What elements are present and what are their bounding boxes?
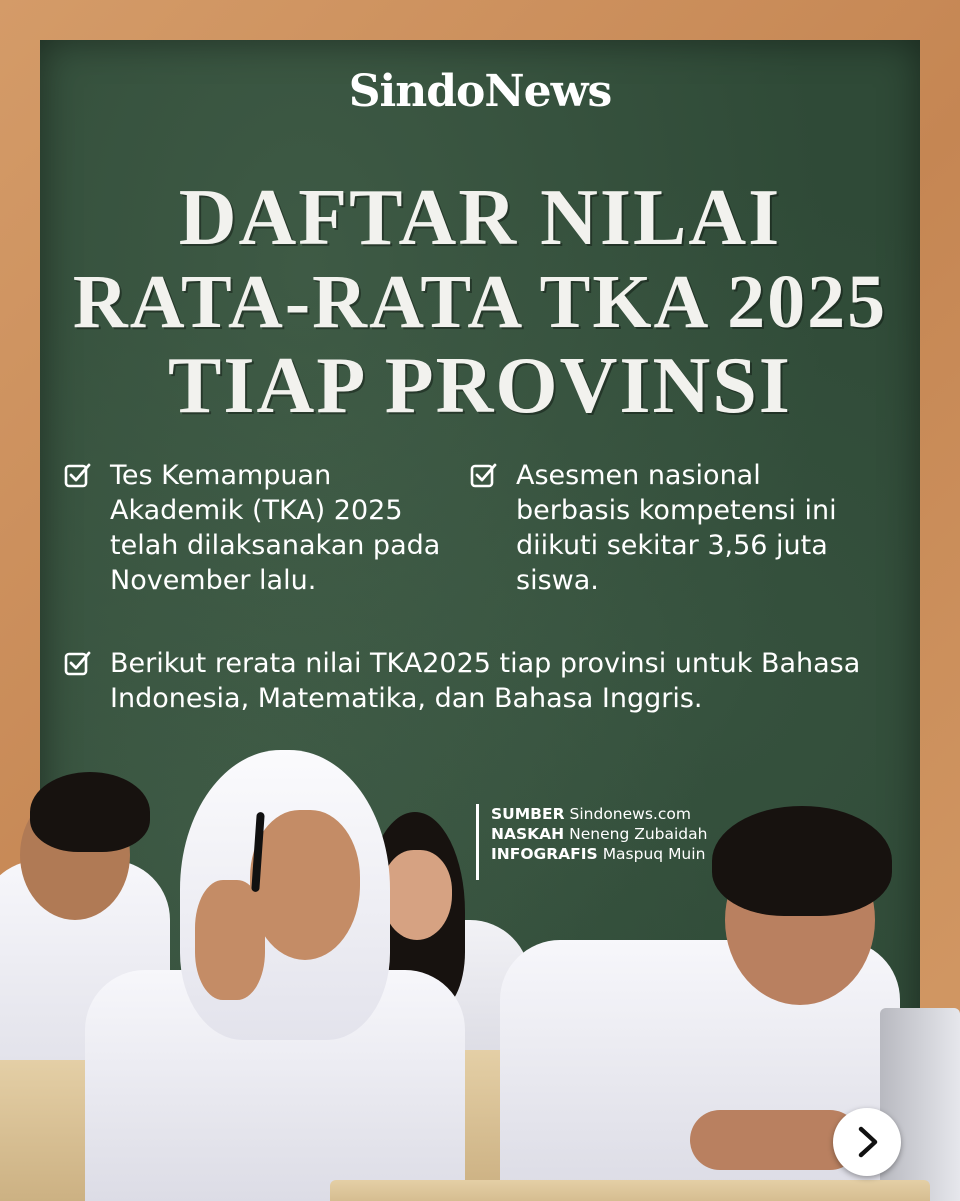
checkbox-checked-icon [470, 462, 498, 490]
laptop [880, 1008, 960, 1201]
bullet-text: Tes Kemampuan Akademik (TKA) 2025 telah dilaksanakan pada November lalu. [110, 460, 441, 596]
credit-source: SUMBER Sindonews.com [491, 805, 691, 823]
bullet-text: Asesmen nasional berbasis kompetensi ini diikuti sekitar 3,56 juta siswa. [516, 460, 837, 596]
brand-logo: SindoNews [348, 66, 612, 117]
headline-line-3: TIAP PROVINSI [168, 342, 792, 430]
student-hijab-hand [195, 880, 265, 1000]
headline-line-1: DAFTAR NILAI [178, 174, 782, 262]
bullet-text: Berikut rerata nilai TKA2025 tiap provinsi untuk Bahasa Indonesia, Matematika, dan Bahasa Inggris. [110, 648, 861, 714]
checkbox-checked-icon [64, 462, 92, 490]
bullet-item-3 [64, 646, 884, 716]
bullet-item-1 [64, 458, 444, 598]
next-slide-button[interactable] [833, 1108, 901, 1176]
credits [476, 804, 707, 880]
student-right-hair [712, 806, 892, 916]
student-hijab-face [250, 810, 360, 960]
headline [0, 176, 960, 428]
credit-writer: NASKAH Neneng Zubaidah [491, 825, 708, 843]
chevron-right-icon [849, 1124, 885, 1160]
student-back-face [382, 850, 452, 940]
headline-line-2: RATA-RATA TKA 2025 [72, 260, 888, 344]
credit-infographic: INFOGRAFIS Maspuq Muin [491, 845, 706, 863]
bullet-item-2 [470, 458, 850, 598]
desk-front [330, 1180, 930, 1201]
student-left-hair [30, 772, 150, 852]
checkbox-checked-icon [64, 650, 92, 678]
